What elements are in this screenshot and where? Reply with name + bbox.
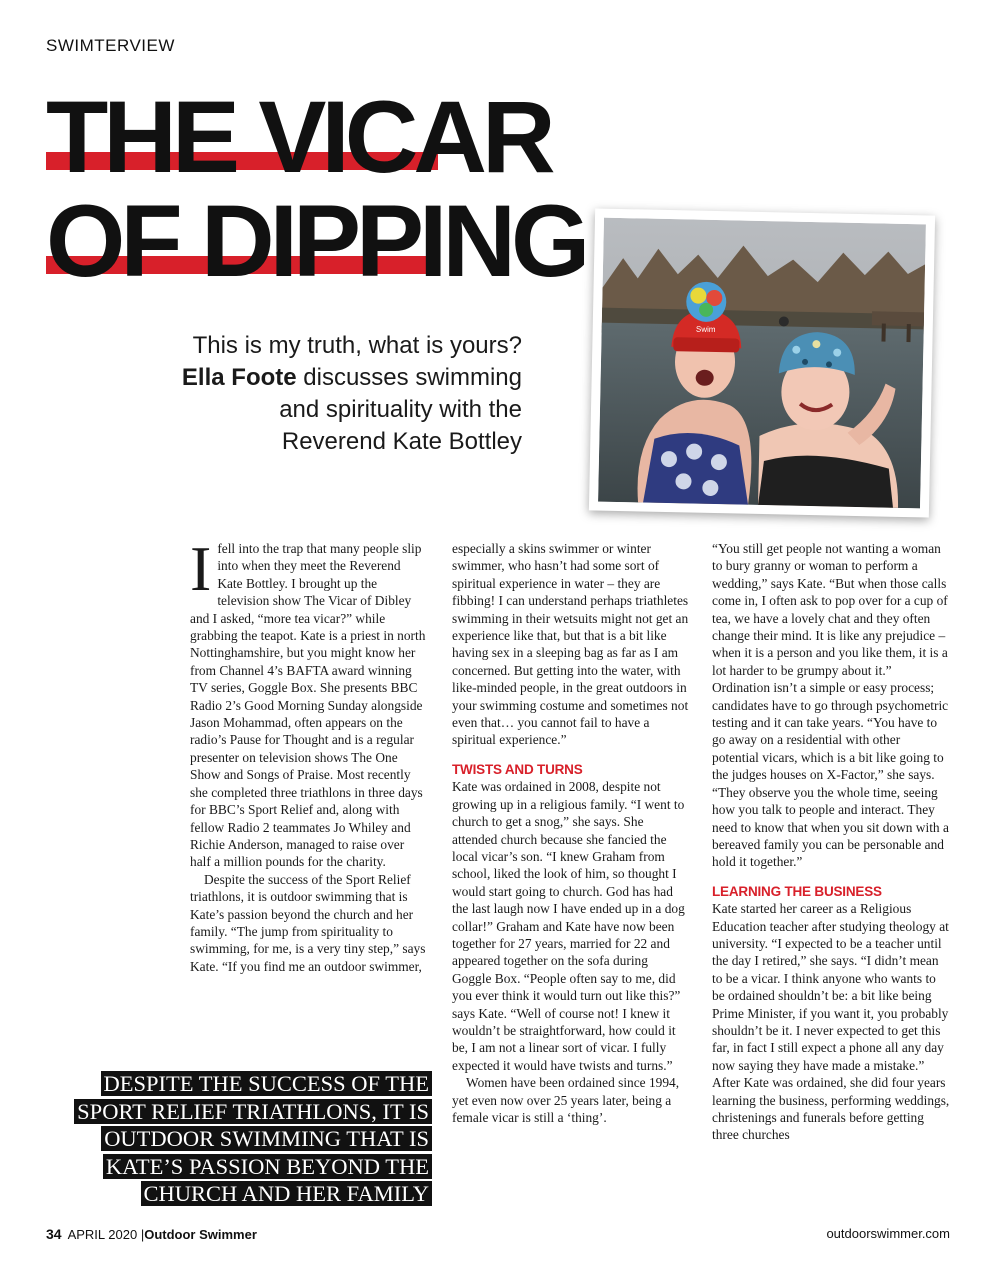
body-column-3 (712, 540, 950, 1144)
issue-date: APRIL 2020 (67, 1227, 138, 1242)
body-paragraph: Kate started her career as a Religious Education teacher after studying theology at university. “I expected to be a teacher until the day I retired,” she says. “I didn’t mean to be a vicar. I think anyone who wants to be ordained shouldn’t be: a bit like being Prime Minister, if you want it, you probably shouldn’t be it. I never expected to get this far, in fact I still expect a phone all any day now saying they have made a mistake.” After Kate was ordained, she did four years learning the business, performing weddings, christenings and funerals before getting three churches (712, 901, 950, 1143)
page-number: 34 (46, 1226, 62, 1242)
body-paragraph: Despite the success of the Sport Relief triathlons, it is outdoor swimming that is Kate’s passion beyond the church and her family. “The jump from spirituality to swimming, for me, is a very tiny step,” says Kate. “If you find me an outdoor swimmer, (190, 871, 426, 974)
magazine-name: Outdoor Swimmer (144, 1227, 257, 1242)
drop-cap: I (190, 533, 212, 604)
body-paragraph: Women have been ordained since 1994, yet even now over 25 years later, being a female vicar is still a ‘thing’. (452, 1075, 680, 1125)
pull-quote: DESPITE THE SUCCESS OF THE SPORT RELIEF TRIATHLONS, IT IS OUTDOOR SWIMMING THAT IS KATE’S PASSION BEYOND THE CHURCH AND HER FAMILY (48, 1070, 432, 1208)
subheading: LEARNING THE BUSINESS (712, 883, 882, 899)
body-paragraph: especially a skins swimmer or winter swimmer, who hasn’t had some sort of spiritual experience in water – they are fibbing! I can understand perhaps triathletes swimming in their wetsuits might not get an experience like that, but that is a bit like having sex in a sleeping bag as far as I am concerned. But getting into the water, with like-minded people, in the great outdoors in your swimming costume and sometimes not even that… you cannot fail to have a spiritual experience.” (452, 541, 689, 748)
swimmers-photo (598, 218, 926, 509)
footer-website: outdoorswimmer.com (826, 1226, 950, 1241)
body-paragraph: Kate was ordained in 2008, despite not growing up in a religious family. “I went to church to get a snog,” she says. She attended church because she fancied the local vicar’s son. “I knew Graham from school, liked the look of him, so thought I would start going to church. God has had the last laugh now I have ended up in a dog collar!” Graham and Kate have now been together for 27 years, married for 22 and appeared together on the sofa during Goggle Box. “People often say to me, did you ever think it would turn out like this?” says Kate. “Well of course not! I knew it wouldn’t be straightforward, how could it be, I am not a linear sort of vicar. I fully expected it would have twists and turns.” (452, 779, 685, 1073)
headline-line-2: OF DIPPING (46, 184, 586, 298)
body-paragraph: Ifell into the trap that many people slip into when they meet the Reverend Kate Bottley. I brought up the television show The Vicar of Dibley and I asked, “more tea vicar?” while grabbing the teapot. Kate is a priest in north Nottinghamshire, but you might know her from Channel 4’s BAFTA award winning TV series, Goggle Box. She presents BBC Radio 2’s Good Morning Sunday alongside Jason Mohammad, often appears on the radio’s Pause for Thought and is a regular presenter on television shows The One Show and Songs of Praise. Most recently she completed three triathlons in three days for BBC’s Sport Relief and, along with fellow Radio 2 teammates Jo Whiley and Richie Anderson, managed to raise over half a million pounds for the charity. (190, 533, 426, 870)
hat-logo-text: Swim (695, 324, 716, 335)
body-column-2 (452, 540, 690, 1126)
body-column-1 (190, 533, 428, 975)
footer-folio (46, 1226, 257, 1242)
headline-line-1: THE VICAR (46, 80, 551, 194)
body-paragraph: “You still get people not wanting a woman to bury granny or woman to perform a wedding,” says Kate. “But when those calls come in, I often ask to pop over for a cup of tea, we have a lovely chat and they often change their mind. It is like any prejudice –when it is a person and you like them, it is a lot harder to be grumpy about it.” Ordination isn’t a simple or easy process; candidates have to go through psychometric testing and it can take years. “You have to go away on a residential with other potential vicars, which is a bit like going to the judges houses on X-Factor,” she says. “They observe you the whole time, seeing how you talk to people and interact. They need to know that when you sit down with a bereaved family you can be personable and hold it together.” (712, 541, 949, 870)
section-label: SWIMTERVIEW (46, 36, 175, 55)
subheading: TWISTS AND TURNS (452, 761, 583, 777)
article-photo (589, 208, 935, 517)
author-name: Ella Foote (181, 364, 297, 391)
standfirst: This is my truth, what is yours? Ella Foote discusses swimming and spirituality with the Reverend Kate Bottley (181, 332, 522, 455)
footer-separator: | (140, 1227, 145, 1242)
